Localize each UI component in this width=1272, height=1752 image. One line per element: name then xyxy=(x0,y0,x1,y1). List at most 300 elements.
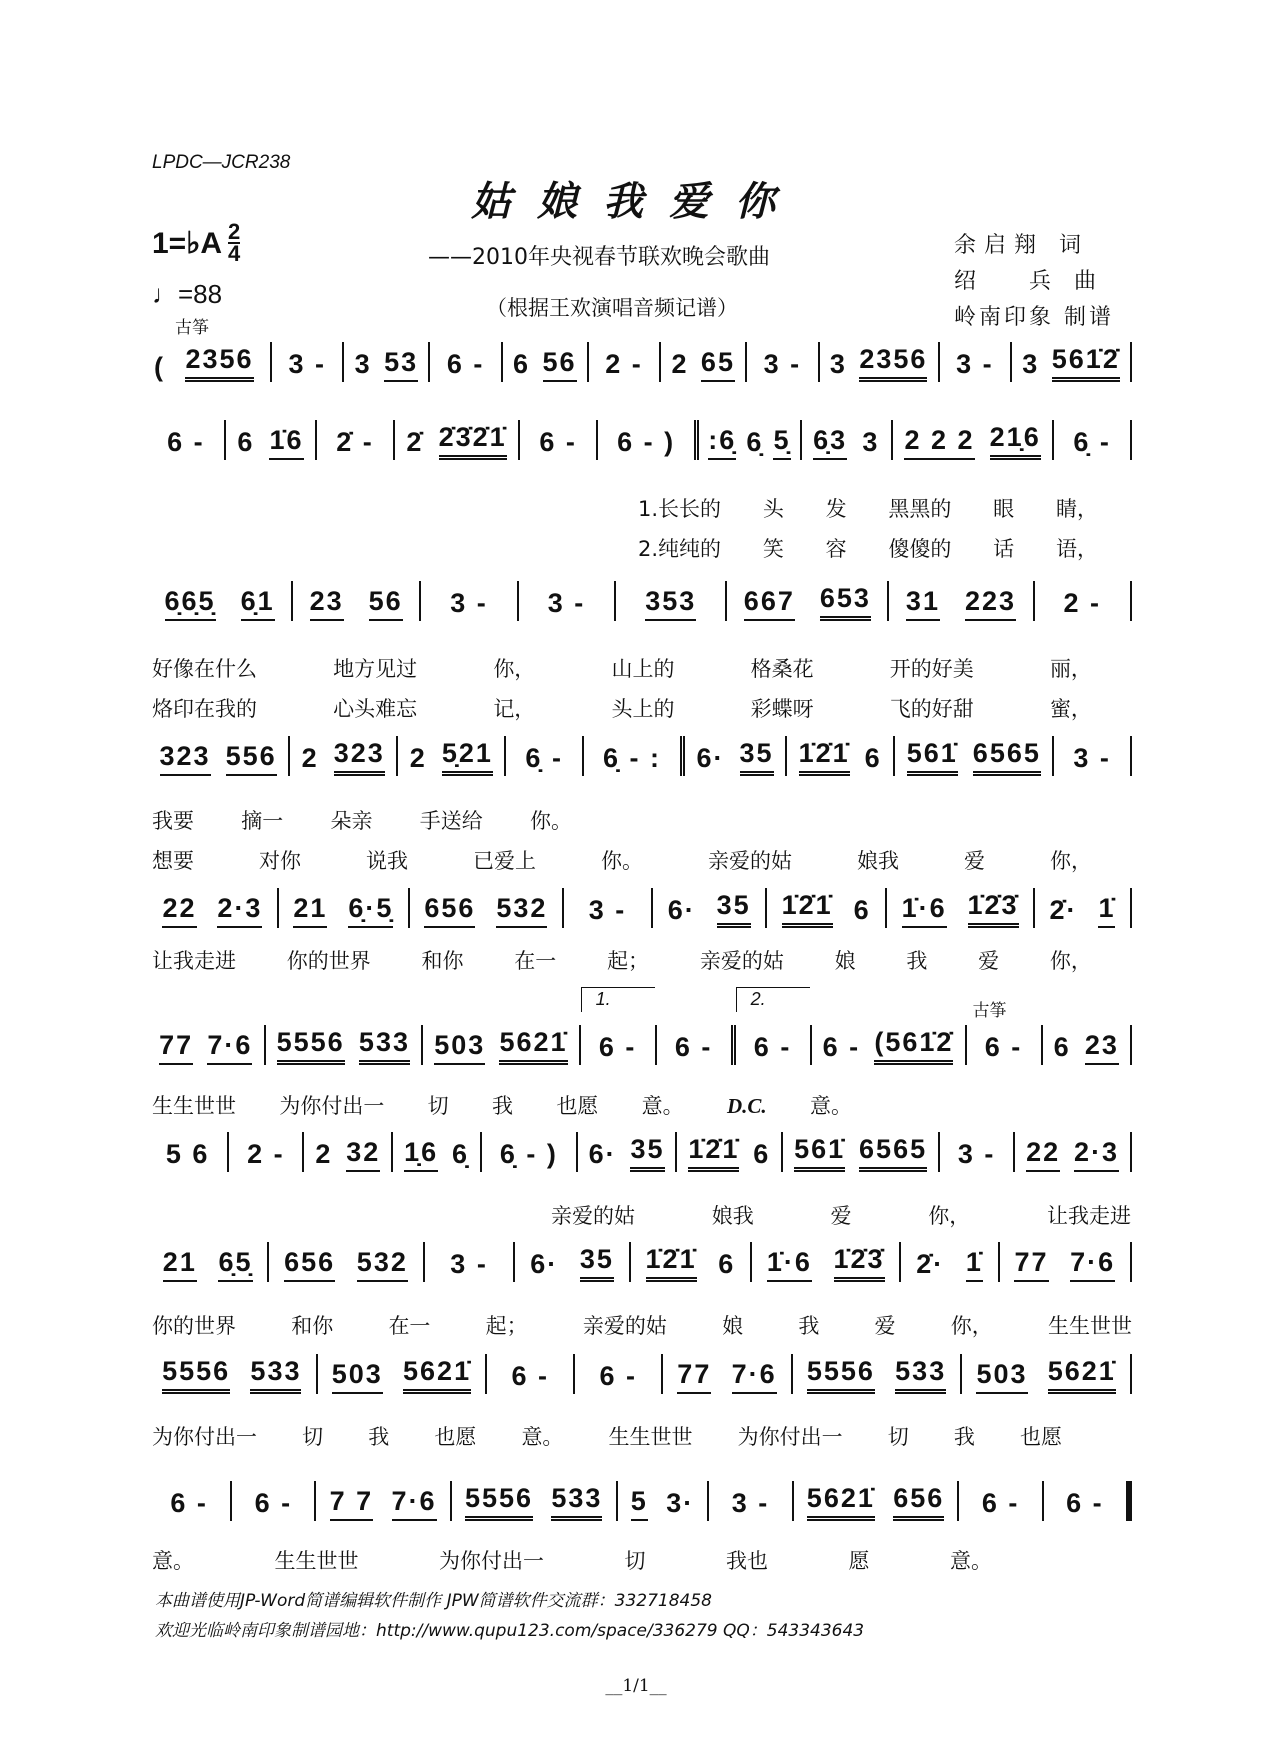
measure xyxy=(1015,1132,1132,1172)
lyric-segment: 你， xyxy=(928,1204,971,1228)
measure xyxy=(482,1132,578,1172)
lyric-segment: 生生世世 xyxy=(152,1094,236,1118)
measure xyxy=(959,1481,1043,1521)
measure xyxy=(887,888,1035,928)
note-group: 77 xyxy=(677,1359,711,1394)
lyric-segment: 格桑花 xyxy=(750,657,814,681)
note-group: 1̇2̇1̇ xyxy=(688,1134,739,1172)
note-group: 7 7 xyxy=(330,1486,374,1521)
lyricist-credit: 余启翔 词 xyxy=(954,233,1089,258)
measure xyxy=(783,1132,940,1172)
note-group: 6 xyxy=(853,895,871,925)
measure xyxy=(793,1354,963,1394)
time-top: 2 xyxy=(228,219,241,244)
measure xyxy=(901,1242,999,1282)
lyric-segment: 和你 xyxy=(421,949,464,973)
note-group: 6 - xyxy=(1066,1488,1104,1518)
note-group: 6̣1 xyxy=(241,586,275,621)
note-group: 1̣6 xyxy=(404,1137,438,1172)
lyrics-line xyxy=(638,536,1098,562)
note-group: 2356 xyxy=(859,344,927,382)
lyric-segment: 蜜， xyxy=(1049,697,1092,721)
arranger-credit: 岭南印象 制谱 xyxy=(954,305,1114,330)
lyric-segment: 你。 xyxy=(601,849,643,873)
note-group: 5621̇ xyxy=(1048,1356,1116,1394)
measure xyxy=(895,736,1054,776)
measure xyxy=(893,420,1054,460)
measure xyxy=(657,1025,736,1065)
note-group: 35 xyxy=(717,890,751,928)
measure xyxy=(395,420,520,460)
measure xyxy=(272,342,344,382)
measure xyxy=(279,888,410,928)
measure xyxy=(677,1132,783,1172)
note-group: 6· xyxy=(667,895,696,925)
lyric-segment: 爱 xyxy=(830,1204,852,1228)
note-group: 2 xyxy=(409,743,427,773)
note-group: 7·6 xyxy=(1070,1247,1115,1282)
lyric-segment: 生生世世 xyxy=(1047,1314,1132,1338)
note-group: 2̇· xyxy=(1049,895,1078,925)
measure xyxy=(148,1354,318,1394)
note-group: 323 xyxy=(334,738,385,776)
composer-credit: 绍 兵 曲 xyxy=(954,269,1104,294)
lyric-segment: 爱 xyxy=(978,949,1000,973)
note-group: 6565 xyxy=(973,738,1041,776)
note-group: 77 xyxy=(159,1030,193,1065)
note-group: 1̇2̇3̇ xyxy=(834,1244,885,1282)
instrument-label: 古筝 xyxy=(972,1001,1007,1021)
measure xyxy=(519,581,617,621)
lyric-segment: 你， xyxy=(950,1314,993,1338)
lyric-segment: 已爱上 xyxy=(473,849,536,873)
note-group: 3 xyxy=(354,349,372,379)
lyric-segment: 容 xyxy=(825,537,847,561)
note-group: 1̇ xyxy=(966,1247,983,1282)
measure xyxy=(653,888,767,928)
lyric-segment: 让我走进 xyxy=(152,949,236,973)
lyrics-line xyxy=(152,1548,992,1574)
note-group: 6 - ) xyxy=(617,427,676,457)
note-group: 6̣ - xyxy=(525,743,563,773)
note-group: 6̣3 xyxy=(813,425,847,460)
note-group: 6 xyxy=(753,1139,771,1169)
measure xyxy=(317,420,395,460)
lyric-segment: 山上的 xyxy=(611,657,675,681)
note-group: 3 - xyxy=(588,895,627,925)
subtitle: ——2010年央视春节联欢晚会歌曲 xyxy=(428,245,770,270)
lyric-segment: 也愿 xyxy=(434,1425,477,1449)
note-group: 2̇ - xyxy=(336,427,374,457)
footer-website-note: 欢迎光临岭南印象制谱园地：http://www.qupu123.com/space/336279 QQ：543343643 xyxy=(155,1621,865,1641)
measure xyxy=(148,888,279,928)
lyrics-line xyxy=(152,656,1092,682)
note-group: 561̇2̇ xyxy=(1052,344,1120,382)
note-group: 533 xyxy=(250,1356,301,1394)
lyric-segment: 意。 xyxy=(152,1549,194,1573)
note-group: 31 xyxy=(906,586,940,621)
note-group: 6 xyxy=(237,427,255,457)
note-group: 3 xyxy=(829,349,847,379)
lyric-segment: 为你付出一 xyxy=(279,1094,385,1118)
note-group: 503 xyxy=(332,1359,383,1394)
lyric-segment: 亲爱的姑 xyxy=(551,1204,635,1228)
lyric-segment: 也愿 xyxy=(1019,1425,1062,1449)
lyric-segment: 切 xyxy=(624,1549,646,1573)
note-group: 561̇ xyxy=(794,1134,845,1172)
lyric-segment: 对你 xyxy=(259,849,301,873)
note-group: 533 xyxy=(895,1356,946,1394)
notation-system xyxy=(148,732,1132,776)
note-group: 21 xyxy=(293,893,327,928)
lyric-segment: 你， xyxy=(1050,849,1092,873)
lyric-segment: 头 xyxy=(762,497,784,521)
time-signature xyxy=(228,219,241,266)
note-group: 6 xyxy=(864,743,882,773)
note-group: 7·6 xyxy=(732,1359,777,1394)
measure xyxy=(794,1481,960,1521)
note-group: 3 xyxy=(862,427,880,457)
note-group: 2̇3̇2̇1̇ xyxy=(439,422,507,460)
note-group: 1̇ xyxy=(1098,893,1115,928)
measure xyxy=(506,736,584,776)
measure xyxy=(148,420,226,460)
lyric-segment: 好像在什么 xyxy=(152,657,257,681)
note-group: 5556 xyxy=(807,1356,875,1394)
lyrics-line xyxy=(152,696,1092,722)
measure xyxy=(452,1481,618,1521)
note-group: 22 xyxy=(162,893,196,928)
lyric-segment: 娘 xyxy=(722,1314,744,1338)
measure xyxy=(747,342,819,382)
measure xyxy=(393,1132,482,1172)
note-group: 6 xyxy=(718,1249,736,1279)
note-group: 667 xyxy=(744,586,795,621)
measure xyxy=(589,342,661,382)
note-group: 556 xyxy=(226,741,277,776)
note-group: 3 - xyxy=(1073,743,1111,773)
lyric-segment: 心头难忘 xyxy=(333,697,418,721)
measure xyxy=(631,1242,752,1282)
lyric-segment: 眼 xyxy=(993,497,1015,521)
lyrics-line xyxy=(152,1093,852,1119)
lyric-segment: 起； xyxy=(607,949,650,973)
instrument-label: 古筝 xyxy=(175,318,209,338)
measure xyxy=(487,1354,575,1394)
lyric-segment: 你。 xyxy=(530,809,572,833)
note-group: 6 - xyxy=(598,1032,637,1062)
lyric-segment: 我 xyxy=(491,1094,513,1118)
measure xyxy=(266,1025,424,1065)
measure xyxy=(515,1242,630,1282)
note-group: 561̇ xyxy=(907,738,958,776)
notation-system xyxy=(148,1238,1132,1282)
measure xyxy=(344,342,430,382)
note-group: 6· xyxy=(530,1249,559,1279)
lyrics-line xyxy=(152,808,572,834)
measure xyxy=(430,342,502,382)
note-group: 6̣·5̣ xyxy=(348,893,393,928)
measure xyxy=(290,736,398,776)
lyrics-line xyxy=(638,496,1098,522)
measure xyxy=(967,1001,1043,1065)
measure xyxy=(736,989,812,1065)
measure xyxy=(148,1481,232,1521)
measure xyxy=(1054,420,1132,460)
lyric-segment: 我也 xyxy=(726,1549,768,1573)
note-group: 5̣21 xyxy=(442,738,493,776)
note-group: 22 xyxy=(1026,1137,1060,1172)
page-number: __1/1__ xyxy=(605,1676,667,1696)
measure xyxy=(318,1354,488,1394)
measure xyxy=(1035,581,1133,621)
note-group: 3 - xyxy=(956,349,994,379)
note-group: 5 6 xyxy=(165,1139,210,1169)
note-group: 65 xyxy=(701,347,735,382)
note-group: 5556 xyxy=(465,1483,533,1521)
note-group: 6 - xyxy=(981,1488,1020,1518)
note-group: 2 - xyxy=(1063,588,1102,618)
notation-system xyxy=(148,1128,1132,1172)
lyric-segment: 摘一 xyxy=(241,809,284,833)
lyric-segment: 笑 xyxy=(762,537,784,561)
lyric-segment: 在一 xyxy=(514,949,557,973)
lyric-segment: 傻傻的 xyxy=(888,537,952,561)
note-group: 1̇·6 xyxy=(767,1247,812,1282)
lyric-segment: 切 xyxy=(427,1094,449,1118)
note-group: 2 - xyxy=(605,349,643,379)
note-group: 6 - xyxy=(822,1032,861,1062)
note-group: 6 - xyxy=(254,1488,293,1518)
lyric-segment: 意。 xyxy=(950,1549,992,1573)
score-code: LPDC—JCR238 xyxy=(152,152,291,173)
note-group: 3 xyxy=(1022,349,1040,379)
measure xyxy=(229,1132,304,1172)
lyric-segment: 意。 xyxy=(809,1094,852,1118)
lyric-segment: 我要 xyxy=(152,809,194,833)
lyrics-line xyxy=(152,1313,1132,1339)
lyric-segment: 亲爱的姑 xyxy=(699,949,784,973)
lyric-segment: 生生世世 xyxy=(608,1425,693,1449)
lyric-segment: 我 xyxy=(953,1425,975,1449)
lyric-segment: 记， xyxy=(493,697,536,721)
note-group: 656 xyxy=(424,893,475,928)
note-group: 6̣6̣5̣ xyxy=(165,586,216,621)
time-bottom: 4 xyxy=(228,241,241,266)
note-group: 1̇2̇1̇ xyxy=(799,738,850,776)
note-group: 2 xyxy=(301,743,319,773)
lyric-segment: 意。 xyxy=(641,1094,684,1118)
notation-system xyxy=(148,989,1132,1065)
lyric-segment: 话 xyxy=(993,537,1015,561)
measure xyxy=(962,1354,1132,1394)
note-group: 56 xyxy=(369,586,403,621)
note-group: 6 - xyxy=(446,349,485,379)
measure xyxy=(148,1242,269,1282)
lyrics-line xyxy=(152,1424,1062,1450)
notation-system xyxy=(148,416,1132,460)
measure xyxy=(148,1132,229,1172)
notation-system xyxy=(148,318,1132,382)
page-title: 姑娘我爱你 xyxy=(471,178,801,225)
note-group: 6̣ xyxy=(746,427,764,457)
note-group: 5556 xyxy=(277,1027,345,1065)
note-group: 3 - xyxy=(450,588,488,618)
note-group: 23 xyxy=(1085,1030,1119,1065)
note-group: 223 xyxy=(965,586,1016,621)
transcription-source: （根据王欢演唱音频记谱） xyxy=(486,296,738,320)
measure xyxy=(520,420,598,460)
note-group: 532 xyxy=(496,893,547,928)
measure xyxy=(1012,342,1132,382)
note-group: :6̣ xyxy=(708,425,736,460)
note-group: 3· xyxy=(666,1488,695,1518)
note-group: 35 xyxy=(580,1244,614,1282)
note-group: 6̣ - xyxy=(1073,427,1111,457)
note-group: 3 - xyxy=(731,1488,770,1518)
measure xyxy=(940,1132,1015,1172)
volta-bracket: 1. xyxy=(581,987,655,1012)
note-group: 533 xyxy=(551,1483,602,1521)
lyric-segment: 1.长长的 xyxy=(638,497,722,521)
lyric-segment: 让我走进 xyxy=(1047,1204,1131,1228)
note-group: 3 - xyxy=(547,588,586,618)
lyric-segment: 娘我 xyxy=(711,1204,754,1228)
lyric-segment: 爱 xyxy=(964,849,985,873)
note-group: 5 xyxy=(631,1486,648,1521)
notation-system xyxy=(148,1477,1132,1521)
measure xyxy=(767,888,887,928)
note-group: 503 xyxy=(976,1359,1027,1394)
note-group: 6 - xyxy=(599,1361,637,1391)
note-group: 6̣ xyxy=(452,1139,470,1169)
tempo-marking: ♩=88 xyxy=(152,279,223,309)
lyrics-line xyxy=(152,848,1092,874)
lyric-segment: 为你付出一 xyxy=(152,1425,257,1449)
lyric-segment: 切 xyxy=(302,1425,324,1449)
note-group: 6̣ - : xyxy=(602,743,661,773)
lyric-segment: 发 xyxy=(825,497,847,521)
lyric-segment: 亲爱的姑 xyxy=(708,849,792,873)
lyric-segment: 头上的 xyxy=(611,697,675,721)
volta-bracket: 2. xyxy=(736,987,810,1012)
measure xyxy=(232,1481,316,1521)
note-group: 1̇·6 xyxy=(902,893,947,928)
note-group: 5621̇ xyxy=(499,1027,567,1065)
lyric-segment: 朵亲 xyxy=(330,809,373,833)
note-group: 6565 xyxy=(859,1134,927,1172)
lyric-segment: 我 xyxy=(368,1425,390,1449)
note-group: 2 xyxy=(315,1139,333,1169)
lyric-segment: 烙印在我的 xyxy=(152,697,257,721)
note-group: 5621̇ xyxy=(403,1356,471,1394)
notation-system xyxy=(148,577,1132,621)
lyric-segment: 你的世界 xyxy=(286,949,371,973)
lyric-segment: 睛， xyxy=(1055,497,1098,521)
note-group: 1̇2̇1̇ xyxy=(646,1244,697,1282)
note-group: 6· xyxy=(588,1139,617,1169)
note-group: 653 xyxy=(820,583,871,621)
lyric-segment: 亲爱的姑 xyxy=(582,1314,667,1338)
lyric-segment: 开的好美 xyxy=(889,657,974,681)
note-group: 3 - xyxy=(450,1249,488,1279)
footer-software-note: 本曲谱使用JP-Word简谱编辑软件制作 JPW简谱软件交流群：332718458 xyxy=(155,1591,712,1611)
note-group: 6· xyxy=(696,743,725,773)
measure xyxy=(709,1481,793,1521)
note-group: 6 - xyxy=(511,1361,549,1391)
measure xyxy=(584,736,685,776)
note-group: 6 - xyxy=(167,427,205,457)
note-group: 56 xyxy=(543,347,577,382)
measure xyxy=(269,1242,424,1282)
note-group: 35 xyxy=(740,738,774,776)
measure xyxy=(685,736,787,776)
note-group: 53 xyxy=(384,347,418,382)
intro-parenthesis: ( xyxy=(154,352,163,382)
notation-system xyxy=(148,884,1132,928)
note-group: 6̣ - ) xyxy=(499,1139,558,1169)
lyrics-line xyxy=(551,1203,1131,1229)
note-group: 503 xyxy=(434,1030,485,1065)
lyric-segment: 在一 xyxy=(388,1314,431,1338)
note-group: 6 xyxy=(1053,1032,1071,1062)
note-group: 77 xyxy=(1014,1247,1048,1282)
note-group: 532 xyxy=(357,1247,408,1282)
note-group: 3 - xyxy=(288,349,326,379)
lyric-segment: 手送给 xyxy=(419,809,483,833)
note-group: 21̣6 xyxy=(990,422,1041,460)
measure xyxy=(578,1132,678,1172)
note-group: 32 xyxy=(346,1137,380,1172)
notation-system xyxy=(148,1350,1132,1394)
measure xyxy=(616,581,727,621)
note-group: 7·6 xyxy=(207,1030,252,1065)
lyric-segment: 彩蝶呀 xyxy=(750,697,814,721)
note-group: 2 - xyxy=(247,1139,285,1169)
measure xyxy=(812,1025,967,1065)
measure xyxy=(148,736,290,776)
measure xyxy=(1035,888,1132,928)
lyric-segment: 切 xyxy=(887,1425,909,1449)
measure xyxy=(1044,1481,1132,1521)
key: 1=♭A xyxy=(152,226,223,260)
note-group: 6 - xyxy=(984,1032,1023,1062)
note-group: 6 - xyxy=(170,1488,208,1518)
key-signature xyxy=(152,219,241,266)
note-group: 2̇ xyxy=(406,427,424,457)
note-group: 323 xyxy=(160,741,211,776)
note-group: 6 - xyxy=(539,427,577,457)
measure xyxy=(1043,1025,1133,1065)
measure xyxy=(304,1132,393,1172)
note-group: 656 xyxy=(284,1247,335,1282)
measure xyxy=(618,1481,710,1521)
measure xyxy=(1000,1242,1132,1282)
measure xyxy=(421,581,519,621)
note-group: 6̣5̣ xyxy=(218,1247,252,1282)
lyric-segment: 意。 xyxy=(521,1425,564,1449)
measure xyxy=(598,420,699,460)
measure xyxy=(425,1242,516,1282)
lyric-segment: 我 xyxy=(906,949,928,973)
note-group: 1̇2̇1̇ xyxy=(782,890,833,928)
measure xyxy=(423,1025,581,1065)
measure xyxy=(889,581,1034,621)
lyric-segment: 生生世世 xyxy=(274,1549,359,1573)
lyric-segment: 为你付出一 xyxy=(439,1549,544,1573)
measure xyxy=(316,1481,451,1521)
measure xyxy=(1054,736,1132,776)
